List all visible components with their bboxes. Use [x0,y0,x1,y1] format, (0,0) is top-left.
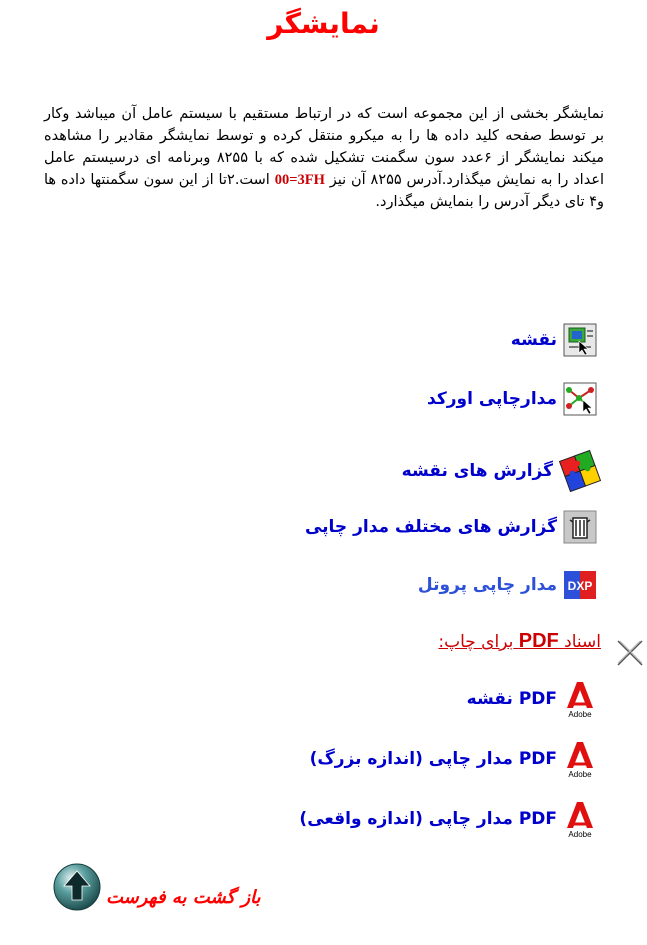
link-pcb-protel-label[interactable]: مدار چاپی پروتل [417,575,557,595]
pcb-icon [563,382,597,416]
puzzle-icon [559,450,601,492]
link-pcb-reports[interactable] [305,510,597,544]
link-pcb-orcad[interactable] [427,382,597,416]
adobe-label: Adobe [568,830,592,838]
pdf-link-pcb-large-label[interactable]: PDF مدار چاپی (اندازه بزرگ) [309,749,557,769]
link-map-reports-label[interactable]: گزارش های نقشه [401,461,553,481]
close-icon[interactable] [615,638,645,668]
link-map-reports[interactable] [402,450,601,492]
pdf-link-map[interactable] [467,680,597,718]
up-arrow-icon [52,862,102,912]
dxp-icon [563,568,597,602]
pdf-link-map-label[interactable]: PDF نقشه [466,689,557,709]
pdf-section-heading [438,630,601,653]
pdf-link-pcb-actual-label[interactable]: PDF مدار چاپی (اندازه واقعی) [299,809,557,829]
back-to-index-link[interactable] [52,862,261,912]
back-to-index-label[interactable]: باز گشت به فهرست [106,886,261,908]
link-pcb-reports-label[interactable]: گزارش های مختلف مدار چاپی [304,517,557,537]
pdf-heading-prefix: اسناد [564,632,601,652]
description-paragraph [44,103,604,213]
pdf-heading-pdf: PDF [518,630,559,652]
adobe-label: Adobe [568,710,592,718]
adobe-pdf-icon [563,800,597,838]
adobe-label: Adobe [568,770,592,778]
adobe-pdf-icon [563,740,597,778]
pdf-link-pcb-actual[interactable] [299,800,597,838]
link-map-label[interactable]: نقشه [510,330,557,350]
port-address: 00=3FH [274,172,325,188]
link-pcb-protel[interactable] [418,568,597,602]
link-map[interactable] [511,323,597,357]
adobe-pdf-icon [563,680,597,718]
description-part2: است.۲تا از این سون سگمنتها داده ها و۴ تای دیگر آدرس را بنمایش میگذارد. [44,172,604,210]
chip-icon [563,510,597,544]
description-part1: نمایشگر بخشی از این مجموعه است که در ارتباط مستقیم با سیستم عامل آن میباشد وکار بر توسط صفحه کلید داده ها را به میکرو منتقل کرده و توسط نمایشگر مقادیر را مشاهده میکند نمایشگر از ۶عدد سون سگمنت تشکیل شده که با ۸۲۵۵ وبرنامه ای درسیستم عامل اعداد را به نمایش میگذارد.آدرس ۸۲۵۵ آن نیز [44,106,604,188]
dxp-badge-text: DXP [567,579,593,593]
pdf-link-pcb-large[interactable] [310,740,597,778]
link-pcb-orcad-label[interactable]: مدارچاپی اورکد [427,389,557,409]
pdf-heading-suffix: برای چاپ: [438,632,514,652]
page-title: نمایشگر [267,7,380,40]
map-icon [563,323,597,357]
